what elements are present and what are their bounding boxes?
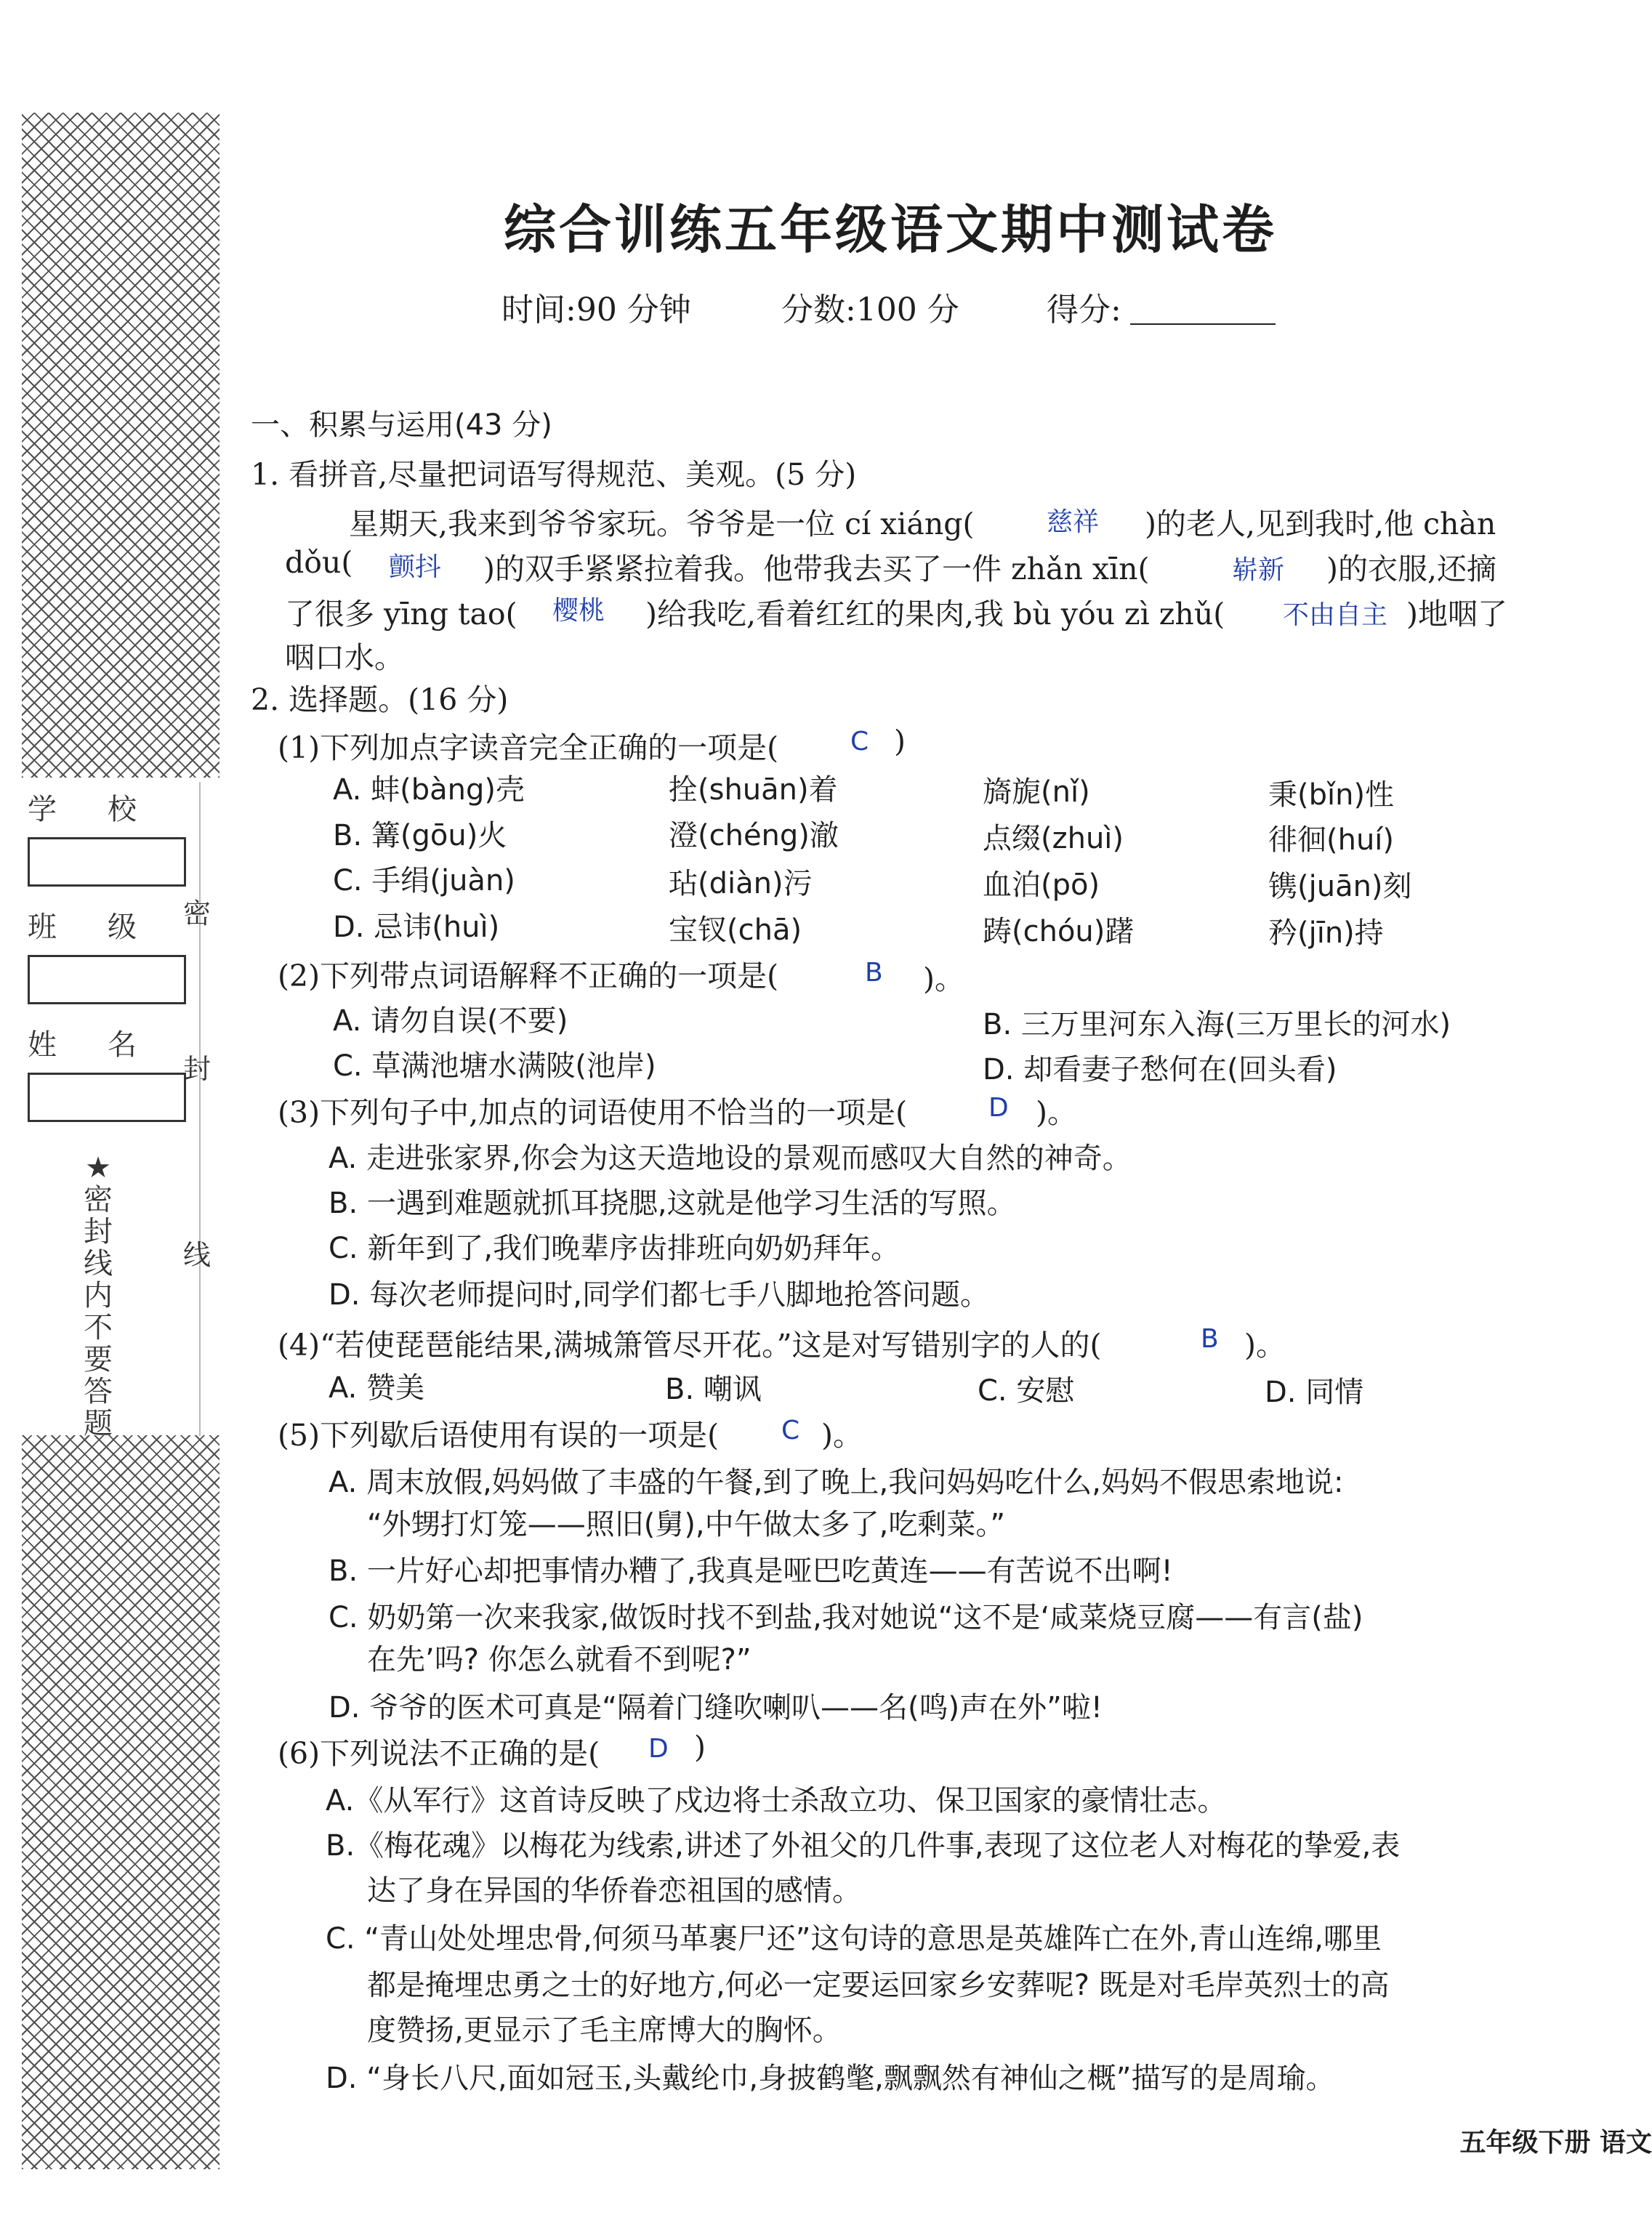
page-title: 综合训练五年级语文期中测试卷 <box>503 198 1277 260</box>
q2-6-b-1: B.《梅花魂》以梅花为线索,讲述了外祖父的几件事,表现了这位老人对梅花的挚爱,表 <box>326 1829 1401 1863</box>
q2-3-stem-end: )。 <box>1036 1095 1077 1130</box>
q2-1-b-4: 徘徊(huí) <box>1268 823 1395 857</box>
q2-4-answer: B <box>1201 1324 1219 1354</box>
q2-5-c-2: 在先’吗? 你怎么就看不到呢?” <box>367 1643 752 1677</box>
q2-2-c: C. 草满池塘水满陂(池岸) <box>333 1049 656 1083</box>
q2-6-a: A.《从军行》这首诗反映了戍边将士杀敌立功、保卫国家的豪情壮志。 <box>326 1784 1227 1818</box>
q2-1-stem: (1)下列加点字读音完全正确的一项是( <box>278 730 779 765</box>
q2-3-answer: D <box>988 1093 1009 1123</box>
q1-line4: 咽口水。 <box>285 640 404 675</box>
q2-6-d: D. “身长八尺,面如冠玉,头戴纶巾,身披鹤氅,飘飘然有神仙之概”描写的是周瑜。 <box>326 2062 1335 2095</box>
q2-4-c: C. 安慰 <box>978 1374 1075 1408</box>
q2-1-c-3: 血泊(pō) <box>983 868 1100 902</box>
q2-1-d-3: 踌(chóu)躇 <box>983 915 1135 948</box>
q2-1-d-4: 矜(jīn)持 <box>1268 916 1384 950</box>
q2-5-answer: C <box>781 1416 800 1445</box>
q1-line3-b: )给我吃,看着红红的果肉,我 bù yóu zì zhǔ( <box>645 597 1225 632</box>
q2-6-b-2: 达了身在异国的华侨眷恋祖国的感情。 <box>367 1874 861 1908</box>
q2-4-a: A. 赞美 <box>329 1371 425 1405</box>
q2-1-answer: C <box>850 727 869 757</box>
time-info: 时间:90 分钟 <box>501 291 691 328</box>
q2-2-stem: (2)下列带点词语解释不正确的一项是( <box>278 959 779 993</box>
q1-answer-3: 崭新 <box>1232 555 1285 585</box>
seal-note: ★密封线内不要答题 <box>84 1151 113 1440</box>
q2-1-b-2: 澄(chéng)澈 <box>669 819 839 852</box>
q2-2-d: D. 却看妻子愁何在(回头看) <box>983 1053 1337 1086</box>
q2-1-stem-end: ) <box>894 724 906 759</box>
hatch-pattern-bottom <box>22 1435 219 2169</box>
q2-6-stem-end: ) <box>694 1730 706 1764</box>
q2-3-c: C. 新年到了,我们晚辈序齿排班向奶奶拜年。 <box>329 1232 900 1265</box>
q2-6-answer: D <box>648 1734 669 1764</box>
q1-answer-5: 不由自主 <box>1283 600 1388 630</box>
q2-4-d: D. 同情 <box>1265 1376 1364 1409</box>
name-label: 姓名 <box>28 1028 188 1062</box>
score-label: 得分: <box>1047 291 1121 328</box>
q2-3-a: A. 走进张家界,你会为这天造地设的景观而感叹大自然的神奇。 <box>329 1142 1132 1175</box>
q1-answer-1: 慈祥 <box>1047 507 1100 537</box>
score-blank[interactable] <box>1130 323 1276 325</box>
q1-line1-a: 星期天,我来到爷爷家玩。爷爷是一位 cí xiáng( <box>349 507 975 541</box>
school-field[interactable] <box>28 837 186 887</box>
q2-1-b-3: 点缀(zhuì) <box>983 822 1124 855</box>
q2-6-stem: (6)下列说法不正确的是( <box>278 1736 600 1771</box>
q2-6-c-2: 都是掩埋忠勇之士的好地方,何必一定要运回家乡安葬呢? 既是对毛岸英烈士的高 <box>367 1969 1390 2002</box>
page-footer: 五年级下册 语文 <box>1459 2128 1652 2158</box>
q2-1-a-2: 拴(shuān)着 <box>669 773 838 807</box>
q2-2-a: A. 请勿自误(不要) <box>333 1004 568 1038</box>
q2-2-answer: B <box>865 958 883 988</box>
q2-1-c-2: 玷(diàn)污 <box>669 867 813 900</box>
q2-1-a-1: A. 蚌(bàng)壳 <box>333 773 525 807</box>
q2-5-c-1: C. 奶奶第一次来我家,做饭时找不到盐,我对她说“这不是‘咸菜烧豆腐——有言(盐) <box>329 1601 1363 1634</box>
q2-2-b: B. 三万里河东入海(三万里长的河水) <box>983 1008 1451 1041</box>
q2-3-stem: (3)下列句子中,加点的词语使用不恰当的一项是( <box>278 1095 908 1130</box>
q2-5-stem: (5)下列歇后语使用有误的一项是( <box>278 1418 720 1453</box>
seal-char-1: 密 <box>183 897 211 929</box>
q2-2-stem-end: )。 <box>923 961 964 996</box>
q2-5-b: B. 一片好心却把事情办糟了,我真是哑巴吃黄连——有苦说不出啊! <box>329 1554 1173 1588</box>
q2-5-a-2: “外甥打灯笼——照旧(舅),中午做太多了,吃剩菜。” <box>367 1508 1006 1541</box>
q2-3-d: D. 每次老师提问时,同学们都七手八脚地抢答问题。 <box>329 1278 989 1312</box>
q2-1-b-1: B. 篝(gōu)火 <box>333 819 507 852</box>
class-label: 班级 <box>28 911 188 944</box>
q1-stem: 1. 看拼音,尽量把词语写得规范、美观。(5 分) <box>251 457 857 492</box>
q1-line1-b: )的老人,见到我时,他 chàn <box>1145 507 1496 541</box>
q1-line2-c: )的衣服,还摘 <box>1326 552 1497 586</box>
q2-5-d: D. 爷爷的医术可真是“隔着门缝吹喇叭——名(鸣)声在外”啦! <box>329 1691 1103 1724</box>
section-heading: 一、积累与运用(43 分) <box>251 408 552 442</box>
total-score-info: 分数:100 分 <box>781 291 959 328</box>
q2-stem: 2. 选择题。(16 分) <box>251 682 509 717</box>
q2-1-a-3: 旖旎(nǐ) <box>983 775 1090 809</box>
q2-4-b: B. 嘲讽 <box>665 1373 762 1406</box>
school-label: 学校 <box>28 793 188 826</box>
q1-line3-c: )地咽了 <box>1406 597 1507 632</box>
q2-5-stem-end: )。 <box>821 1418 863 1453</box>
q2-1-c-1: C. 手绢(juàn) <box>333 864 515 897</box>
q1-line2-a: dǒu( <box>285 545 353 580</box>
q1-answer-2: 颤抖 <box>389 552 442 582</box>
q1-answer-4: 樱桃 <box>552 596 605 626</box>
q2-1-d-1: D. 忌讳(huì) <box>333 911 500 944</box>
q2-3-b: B. 一遇到难题就抓耳挠腮,这就是他学习生活的写照。 <box>329 1187 1016 1220</box>
q1-line2-b: )的双手紧紧拉着我。他带我去买了一件 zhǎn xīn( <box>483 552 1150 586</box>
q2-1-c-4: 镌(juān)刻 <box>1268 870 1412 903</box>
q2-5-a-1: A. 周末放假,妈妈做了丰盛的午餐,到了晚上,我问妈妈吃什么,妈妈不假思索地说: <box>329 1466 1344 1499</box>
seal-char-3: 线 <box>183 1239 211 1271</box>
q1-line3-a: 了很多 yīng tao( <box>285 597 517 632</box>
q2-1-a-4: 秉(bǐn)性 <box>1268 778 1395 812</box>
q2-4-stem-end: )。 <box>1244 1328 1286 1363</box>
q2-1-d-2: 宝钗(chā) <box>669 913 802 947</box>
name-field[interactable] <box>28 1073 186 1122</box>
q2-4-stem: (4)“若使琵琶能结果,满城箫管尽开花。”这是对写错别字的人的( <box>278 1328 1102 1363</box>
class-field[interactable] <box>28 955 186 1004</box>
seal-char-2: 封 <box>183 1053 211 1085</box>
q2-6-c-3: 度赞扬,更显示了毛主席博大的胸怀。 <box>367 2014 842 2047</box>
q2-6-c-1: C. “青山处处埋忠骨,何须马革裹尸还”这句诗的意思是英雄阵亡在外,青山连绵,哪里 <box>326 1922 1382 1956</box>
